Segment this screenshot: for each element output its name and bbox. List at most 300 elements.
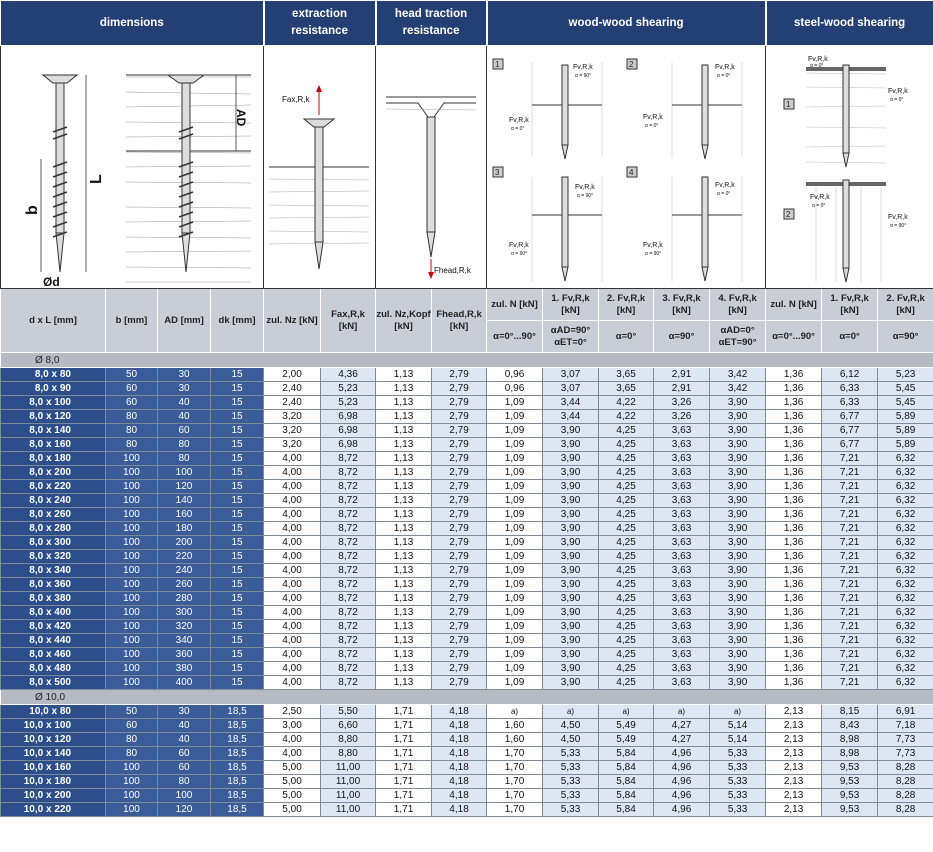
table-cell: 4,00 bbox=[264, 676, 321, 690]
table-cell: 100 bbox=[106, 508, 158, 522]
table-cell: 100 bbox=[106, 634, 158, 648]
col-ww-2: 2. Fv,R,k [kN] bbox=[599, 289, 654, 321]
table-cell: 3,90 bbox=[543, 452, 599, 466]
table-cell: 4,25 bbox=[599, 550, 654, 564]
table-cell: 100 bbox=[106, 494, 158, 508]
table-cell: 8,28 bbox=[878, 775, 933, 789]
table-cell: 3,63 bbox=[654, 550, 710, 564]
table-cell: 1,09 bbox=[487, 620, 543, 634]
table-cell: 8,0 x 360 bbox=[1, 578, 106, 592]
table-cell: 340 bbox=[158, 634, 211, 648]
table-cell: 8,0 x 460 bbox=[1, 648, 106, 662]
table-cell: 4,00 bbox=[264, 634, 321, 648]
table-cell: 8,72 bbox=[321, 508, 376, 522]
table-cell: 2,91 bbox=[654, 382, 710, 396]
table-cell: 5,89 bbox=[878, 424, 933, 438]
table-cell: 8,0 x 320 bbox=[1, 550, 106, 564]
table-cell: 1,71 bbox=[376, 719, 432, 733]
table-cell: 5,14 bbox=[710, 719, 766, 733]
table-cell: 5,00 bbox=[264, 803, 321, 817]
label-a0-sw-1b: α = 0° bbox=[890, 97, 904, 103]
table-cell: 3,90 bbox=[710, 508, 766, 522]
table-cell: 5,33 bbox=[710, 775, 766, 789]
table-cell: 3,63 bbox=[654, 634, 710, 648]
table-row bbox=[1, 480, 933, 494]
table-cell: 18,5 bbox=[211, 719, 264, 733]
table-cell: 1,09 bbox=[487, 676, 543, 690]
table-cell: 15 bbox=[211, 578, 264, 592]
table-cell: 3,90 bbox=[710, 564, 766, 578]
table-row bbox=[1, 438, 933, 452]
table-cell: 8,72 bbox=[321, 452, 376, 466]
table-cell: 3,63 bbox=[654, 480, 710, 494]
table-cell: 2,79 bbox=[432, 410, 487, 424]
table-cell: 10,0 x 200 bbox=[1, 789, 106, 803]
table-cell: 1,13 bbox=[376, 634, 432, 648]
table-cell: 8,28 bbox=[878, 761, 933, 775]
table-cell: 5,49 bbox=[599, 719, 654, 733]
table-cell: 3,07 bbox=[543, 368, 599, 382]
table-cell: 3,26 bbox=[654, 410, 710, 424]
col-sw-a-1: α=0° bbox=[822, 321, 878, 353]
table-cell: 2,79 bbox=[432, 494, 487, 508]
table-cell: 3,44 bbox=[543, 396, 599, 410]
table-cell: 15 bbox=[211, 508, 264, 522]
table-cell: 2,79 bbox=[432, 662, 487, 676]
table-cell: 3,63 bbox=[654, 494, 710, 508]
table-cell: 8,0 x 120 bbox=[1, 410, 106, 424]
table-cell: 5,23 bbox=[321, 382, 376, 396]
table-cell: 6,32 bbox=[878, 550, 933, 564]
table-cell: 80 bbox=[106, 747, 158, 761]
table-cell: 0,96 bbox=[487, 368, 543, 382]
table-cell: 8,72 bbox=[321, 648, 376, 662]
table-cell: 5,45 bbox=[878, 382, 933, 396]
table-cell: 2,40 bbox=[264, 382, 321, 396]
table-cell: 1,13 bbox=[376, 550, 432, 564]
table-row bbox=[1, 634, 933, 648]
table-cell: 2,79 bbox=[432, 676, 487, 690]
table-row bbox=[1, 396, 933, 410]
table-cell: 2,79 bbox=[432, 634, 487, 648]
table-cell: 1,36 bbox=[766, 606, 822, 620]
table-cell: 3,90 bbox=[710, 466, 766, 480]
table-cell: 8,80 bbox=[321, 733, 376, 747]
table-cell: 3,00 bbox=[264, 719, 321, 733]
table-cell: 4,25 bbox=[599, 508, 654, 522]
table-cell: 3,90 bbox=[710, 662, 766, 676]
table-cell: 1,09 bbox=[487, 592, 543, 606]
table-cell: 5,89 bbox=[878, 410, 933, 424]
table-cell: 8,0 x 100 bbox=[1, 396, 106, 410]
table-cell: 3,90 bbox=[710, 522, 766, 536]
table-cell: 4,00 bbox=[264, 592, 321, 606]
table-cell: 8,80 bbox=[321, 747, 376, 761]
table-row bbox=[1, 424, 933, 438]
table-cell: 2,79 bbox=[432, 452, 487, 466]
table-cell: 18,5 bbox=[211, 775, 264, 789]
table-cell: 6,32 bbox=[878, 522, 933, 536]
table-cell: 4,22 bbox=[599, 396, 654, 410]
table-cell: 1,09 bbox=[487, 452, 543, 466]
table-cell: 100 bbox=[106, 676, 158, 690]
table-cell: 6,32 bbox=[878, 606, 933, 620]
table-cell: 1,09 bbox=[487, 438, 543, 452]
table-cell: 4,25 bbox=[599, 620, 654, 634]
table-cell: 6,32 bbox=[878, 620, 933, 634]
table-cell: 3,90 bbox=[543, 424, 599, 438]
table-cell: 6,32 bbox=[878, 452, 933, 466]
table-cell: 1,36 bbox=[766, 578, 822, 592]
table-cell: 8,0 x 280 bbox=[1, 522, 106, 536]
table-cell: 5,33 bbox=[710, 789, 766, 803]
label-a0-2b: α = 0° bbox=[645, 123, 659, 129]
table-cell: 100 bbox=[106, 789, 158, 803]
table-cell: 3,90 bbox=[710, 410, 766, 424]
table-cell: 6,98 bbox=[321, 424, 376, 438]
screw-icon bbox=[43, 75, 204, 272]
table-cell: 8,72 bbox=[321, 466, 376, 480]
table-cell: 8,0 x 200 bbox=[1, 466, 106, 480]
table-cell: 7,21 bbox=[822, 452, 878, 466]
table-cell: 1,09 bbox=[487, 508, 543, 522]
col-fax: Fax,R,k [kN] bbox=[321, 289, 376, 353]
label-a0-4: α = 0° bbox=[717, 191, 731, 197]
table-cell: 8,98 bbox=[822, 733, 878, 747]
table-cell: 2,79 bbox=[432, 424, 487, 438]
table-cell: 4,27 bbox=[654, 719, 710, 733]
table-cell: 7,21 bbox=[822, 648, 878, 662]
label-d: Ød bbox=[43, 275, 60, 287]
table-cell: 1,36 bbox=[766, 550, 822, 564]
table-cell: 30 bbox=[158, 705, 211, 719]
table-cell: 2,13 bbox=[766, 803, 822, 817]
table-cell: 7,21 bbox=[822, 494, 878, 508]
table-cell: 200 bbox=[158, 536, 211, 550]
table-cell: 60 bbox=[158, 761, 211, 775]
table-cell: 1,71 bbox=[376, 803, 432, 817]
table-cell: 15 bbox=[211, 368, 264, 382]
table-cell: 4,50 bbox=[543, 733, 599, 747]
table-cell: 1,36 bbox=[766, 396, 822, 410]
table-cell: 6,12 bbox=[822, 368, 878, 382]
table-cell: 100 bbox=[106, 648, 158, 662]
table-cell: 4,00 bbox=[264, 733, 321, 747]
table-cell: 9,53 bbox=[822, 789, 878, 803]
table-cell: 8,72 bbox=[321, 480, 376, 494]
table-cell: 1,60 bbox=[487, 733, 543, 747]
table-cell: 3,90 bbox=[543, 438, 599, 452]
table-cell: 2,13 bbox=[766, 705, 822, 719]
table-cell: 4,00 bbox=[264, 480, 321, 494]
table-cell: 18,5 bbox=[211, 761, 264, 775]
table-cell: 3,90 bbox=[710, 536, 766, 550]
table-cell: 15 bbox=[211, 480, 264, 494]
table-cell: 8,0 x 300 bbox=[1, 536, 106, 550]
table-cell: 1,13 bbox=[376, 648, 432, 662]
col-ww-a-2: α=0° bbox=[599, 321, 654, 353]
table-cell: 4,00 bbox=[264, 620, 321, 634]
table-cell: 1,09 bbox=[487, 662, 543, 676]
table-cell: 4,18 bbox=[432, 789, 487, 803]
group-header: Ø 10,0 bbox=[1, 690, 933, 705]
table-cell: 8,0 x 440 bbox=[1, 634, 106, 648]
table-cell: 80 bbox=[106, 438, 158, 452]
table-cell: 9,53 bbox=[822, 775, 878, 789]
table-cell: 40 bbox=[158, 410, 211, 424]
table-cell: 5,84 bbox=[599, 775, 654, 789]
table-cell: 3,90 bbox=[543, 634, 599, 648]
table-cell: 7,21 bbox=[822, 564, 878, 578]
table-cell: 3,90 bbox=[543, 480, 599, 494]
table-cell: 8,72 bbox=[321, 634, 376, 648]
table-cell: 6,33 bbox=[822, 396, 878, 410]
table-row bbox=[1, 789, 933, 803]
table-cell: 3,63 bbox=[654, 466, 710, 480]
table-cell: 3,90 bbox=[543, 620, 599, 634]
table-cell: 8,98 bbox=[822, 747, 878, 761]
table-cell: 15 bbox=[211, 606, 264, 620]
table-cell: a) bbox=[710, 705, 766, 719]
table-cell: 2,79 bbox=[432, 466, 487, 480]
table-cell: 5,00 bbox=[264, 761, 321, 775]
table-cell: 6,98 bbox=[321, 438, 376, 452]
table-cell: 8,72 bbox=[321, 676, 376, 690]
table-cell: 8,0 x 260 bbox=[1, 508, 106, 522]
table-cell: 3,63 bbox=[654, 606, 710, 620]
table-cell: 4,96 bbox=[654, 747, 710, 761]
table-cell: 6,32 bbox=[878, 592, 933, 606]
table-cell: 1,36 bbox=[766, 452, 822, 466]
table-cell: 1,70 bbox=[487, 775, 543, 789]
table-cell: 4,22 bbox=[599, 410, 654, 424]
table-cell: 1,09 bbox=[487, 634, 543, 648]
table-cell: 1,36 bbox=[766, 466, 822, 480]
table-cell: 100 bbox=[106, 480, 158, 494]
table-cell: 3,90 bbox=[710, 494, 766, 508]
table-cell: 1,71 bbox=[376, 733, 432, 747]
table-cell: 4,25 bbox=[599, 466, 654, 480]
table-cell: 5,33 bbox=[710, 803, 766, 817]
table-cell: 3,90 bbox=[710, 424, 766, 438]
table-cell: 1,13 bbox=[376, 480, 432, 494]
col-ad: AD [mm] bbox=[158, 289, 211, 353]
label-fhead: Fhead,R,k bbox=[434, 266, 471, 275]
table-row bbox=[1, 466, 933, 480]
table-cell: 40 bbox=[158, 396, 211, 410]
table-cell: 3,90 bbox=[543, 536, 599, 550]
table-cell: 5,00 bbox=[264, 775, 321, 789]
table-cell: 3,90 bbox=[543, 676, 599, 690]
table-cell: 6,32 bbox=[878, 480, 933, 494]
table-cell: 4,25 bbox=[599, 438, 654, 452]
table-cell: 15 bbox=[211, 522, 264, 536]
table-cell: 6,32 bbox=[878, 508, 933, 522]
table-row bbox=[1, 550, 933, 564]
table-cell: 4,00 bbox=[264, 578, 321, 592]
table-cell: 3,63 bbox=[654, 438, 710, 452]
table-cell: 1,13 bbox=[376, 662, 432, 676]
table-cell: 5,84 bbox=[599, 761, 654, 775]
table-cell: 0,96 bbox=[487, 382, 543, 396]
table-cell: 5,50 bbox=[321, 705, 376, 719]
table-cell: 6,32 bbox=[878, 494, 933, 508]
header-wood-wood: wood-wood shearing bbox=[487, 1, 766, 46]
table-cell: 6,32 bbox=[878, 578, 933, 592]
col-sw-2: 2. Fv,R,k [kN] bbox=[878, 289, 933, 321]
table-cell: 6,32 bbox=[878, 676, 933, 690]
table-cell: 3,90 bbox=[543, 606, 599, 620]
table-cell: 15 bbox=[211, 438, 264, 452]
table-cell: 8,0 x 180 bbox=[1, 452, 106, 466]
table-row bbox=[1, 775, 933, 789]
table-cell: 2,79 bbox=[432, 648, 487, 662]
col-b: b [mm] bbox=[106, 289, 158, 353]
table-cell: 3,90 bbox=[710, 648, 766, 662]
table-cell: 4,25 bbox=[599, 676, 654, 690]
table-cell: 3,42 bbox=[710, 382, 766, 396]
table-cell: 1,36 bbox=[766, 634, 822, 648]
table-cell: 4,96 bbox=[654, 803, 710, 817]
table-cell: 6,32 bbox=[878, 662, 933, 676]
table-cell: 10,0 x 220 bbox=[1, 803, 106, 817]
table-cell: 5,33 bbox=[710, 761, 766, 775]
table-cell: 8,72 bbox=[321, 606, 376, 620]
table-cell: 100 bbox=[106, 606, 158, 620]
table-cell: 8,0 x 240 bbox=[1, 494, 106, 508]
table-cell: 8,0 x 480 bbox=[1, 662, 106, 676]
col-ww-1: 1. Fv,R,k [kN] bbox=[543, 289, 599, 321]
table-cell: 1,13 bbox=[376, 606, 432, 620]
table-cell: 11,00 bbox=[321, 761, 376, 775]
table-cell: 3,90 bbox=[710, 592, 766, 606]
table-cell: 8,72 bbox=[321, 578, 376, 592]
table-cell: 1,36 bbox=[766, 676, 822, 690]
table-row bbox=[1, 761, 933, 775]
table-cell: 2,79 bbox=[432, 396, 487, 410]
table-cell: 1,36 bbox=[766, 620, 822, 634]
table-cell: 8,72 bbox=[321, 522, 376, 536]
table-row bbox=[1, 382, 933, 396]
table-cell: 9,53 bbox=[822, 761, 878, 775]
tag-sw-2: 2 bbox=[786, 210, 791, 219]
table-cell: 50 bbox=[106, 705, 158, 719]
table-cell: 15 bbox=[211, 466, 264, 480]
table-cell: 4,25 bbox=[599, 606, 654, 620]
table-cell: 3,63 bbox=[654, 662, 710, 676]
table-cell: 6,98 bbox=[321, 410, 376, 424]
table-cell: 30 bbox=[158, 382, 211, 396]
table-cell: 100 bbox=[106, 522, 158, 536]
table-row bbox=[1, 620, 933, 634]
table-cell: 2,13 bbox=[766, 789, 822, 803]
col-sw-zul: zul. N [kN] bbox=[766, 289, 822, 321]
table-cell: 11,00 bbox=[321, 775, 376, 789]
table-cell: 6,91 bbox=[878, 705, 933, 719]
tag-1: 1 bbox=[495, 60, 500, 69]
table-cell: 1,09 bbox=[487, 564, 543, 578]
table-cell: 100 bbox=[158, 789, 211, 803]
table-cell: 240 bbox=[158, 564, 211, 578]
label-a90-3: α = 90° bbox=[577, 193, 594, 199]
table-cell: a) bbox=[599, 705, 654, 719]
table-cell: 5,33 bbox=[543, 761, 599, 775]
table-cell: 8,0 x 90 bbox=[1, 382, 106, 396]
table-cell: 2,79 bbox=[432, 564, 487, 578]
table-cell: 1,13 bbox=[376, 438, 432, 452]
col-dxl: d x L [mm] bbox=[1, 289, 106, 353]
group-header: Ø 8,0 bbox=[1, 353, 933, 368]
table-cell: 1,36 bbox=[766, 522, 822, 536]
table-cell: 3,90 bbox=[543, 648, 599, 662]
label-fv-sw-1b: Fv,R,k bbox=[888, 88, 908, 95]
table-cell: 2,79 bbox=[432, 578, 487, 592]
table-cell: 1,13 bbox=[376, 564, 432, 578]
table-cell: 1,13 bbox=[376, 578, 432, 592]
table-cell: 100 bbox=[106, 620, 158, 634]
table-cell: 5,49 bbox=[599, 733, 654, 747]
table-cell: 15 bbox=[211, 648, 264, 662]
table-row bbox=[1, 648, 933, 662]
table-cell: 4,00 bbox=[264, 522, 321, 536]
table-cell: 30 bbox=[158, 368, 211, 382]
table-cell: 15 bbox=[211, 564, 264, 578]
table-cell: 1,09 bbox=[487, 466, 543, 480]
table-cell: 7,21 bbox=[822, 466, 878, 480]
table-cell: 5,33 bbox=[543, 789, 599, 803]
table-cell: 8,72 bbox=[321, 550, 376, 564]
table-cell: 5,33 bbox=[543, 803, 599, 817]
table-cell: 11,00 bbox=[321, 803, 376, 817]
table-cell: 1,13 bbox=[376, 522, 432, 536]
table-cell: 1,70 bbox=[487, 803, 543, 817]
label-fv-3b: Fv,R,k bbox=[509, 242, 529, 249]
tag-3: 3 bbox=[495, 168, 500, 177]
table-cell: 1,36 bbox=[766, 494, 822, 508]
table-cell: 4,25 bbox=[599, 480, 654, 494]
table-cell: 1,36 bbox=[766, 424, 822, 438]
table-cell: 8,15 bbox=[822, 705, 878, 719]
table-cell: 8,0 x 140 bbox=[1, 424, 106, 438]
table-cell: 3,63 bbox=[654, 620, 710, 634]
table-cell: 3,90 bbox=[543, 662, 599, 676]
table-cell: 3,20 bbox=[264, 410, 321, 424]
table-cell: 4,00 bbox=[264, 508, 321, 522]
table-row bbox=[1, 747, 933, 761]
label-a90-sw-2b: α = 90° bbox=[890, 223, 907, 229]
table-cell: 1,71 bbox=[376, 761, 432, 775]
table-cell: 1,36 bbox=[766, 438, 822, 452]
label-fv-sw-2b: Fv,R,k bbox=[888, 214, 908, 221]
table-cell: 1,13 bbox=[376, 396, 432, 410]
table-cell: 1,36 bbox=[766, 536, 822, 550]
table-cell: 100 bbox=[106, 466, 158, 480]
table-cell: 3,90 bbox=[543, 494, 599, 508]
table-cell: 6,32 bbox=[878, 536, 933, 550]
table-cell: 15 bbox=[211, 536, 264, 550]
wood-wood-diagram bbox=[487, 46, 766, 289]
table-cell: 60 bbox=[158, 747, 211, 761]
table-cell: 2,40 bbox=[264, 396, 321, 410]
table-cell: 4,27 bbox=[654, 733, 710, 747]
table-cell: 8,72 bbox=[321, 592, 376, 606]
dimensions-diagram bbox=[1, 46, 264, 289]
table-cell: 8,28 bbox=[878, 789, 933, 803]
table-cell: 1,13 bbox=[376, 508, 432, 522]
table-cell: 4,36 bbox=[321, 368, 376, 382]
table-cell: 15 bbox=[211, 634, 264, 648]
table-cell: 8,0 x 380 bbox=[1, 592, 106, 606]
